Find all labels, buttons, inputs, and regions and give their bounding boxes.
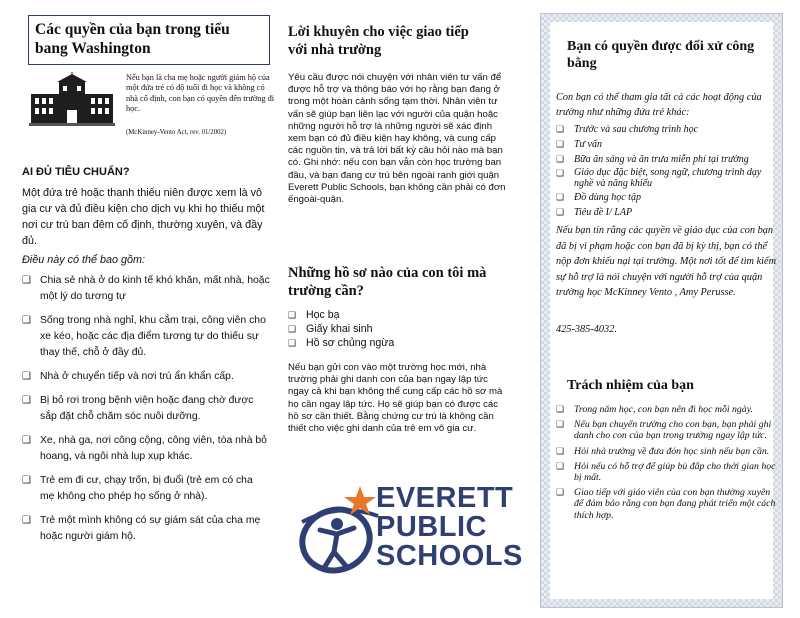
- bullet-icon: ❑: [556, 139, 565, 149]
- bullet-icon: ❑: [556, 419, 565, 430]
- list-item: ❑ Chia sẻ nhà ở do kinh tế khó khăn, mất nhà, hoặc một lý do tương tự: [22, 275, 270, 302]
- bullet-icon: ❑: [22, 475, 31, 486]
- list-item: ❑ Giáo dục đặc biệt, song ngữ, chương trình dạy nghề và năng khiếu: [556, 167, 762, 189]
- right-panel: [550, 22, 777, 599]
- list-item: ❑ Bị bỏ rơi trong bệnh viện hoặc đang chờ được sắp đặt chỗ chăm sóc nuôi dưỡng.: [22, 395, 254, 422]
- responsibilities-heading: Trách nhiệm của bạn: [567, 378, 694, 393]
- list-item: ❑ Tiêu đề I/ LAP: [556, 207, 633, 218]
- advice-text: Yêu cầu được nói chuyện với nhân viên tư vấn để được hỗ trợ và thông báo với họ rằng bạn đang ở trong một hoàn cảnh sống tạm thời. Nhân viên tư vấn sẽ giúp bạn liên lạc với người của quận hoặc những người hỗ trợ là những người sẽ xác định xem bạn có đủ điều kiện hay không, và cung cấp các nguồn tin, và trả lời bất kỳ câu hỏi nào mà bạn có. Ghi nhớ: nếu con bạn vẫn còn học trường ban đầu, và bạn đang cư trú bên ngoài ranh giới quận Everett Public Schools, bạn không cần phải có đơn ếngoài-quận.: [288, 72, 506, 206]
- bullet-icon: ❑: [556, 192, 565, 202]
- rights-intro: Con bạn có thể tham gia tất cả các hoạt động của trường như những đứa trẻ khác:: [556, 92, 762, 118]
- who-heading: AI ĐỦ TIÊU CHUẨN?: [22, 166, 130, 178]
- bullet-icon: ❑: [22, 371, 31, 382]
- bullet-icon: ❑: [556, 404, 565, 414]
- bullet-icon: ❑: [22, 515, 31, 526]
- list-item: ❑ Giấy khai sinh: [288, 323, 373, 335]
- right-column: [540, 13, 783, 608]
- docs-list: [288, 308, 394, 350]
- activities-list: [556, 123, 781, 219]
- page-title: Các quyền của bạn trong tiểu bang Washington: [35, 21, 230, 57]
- logo-text: EVERETT PUBLIC SCHOOLS: [376, 482, 523, 572]
- advice-heading: Lời khuyên cho việc giao tiếp với nhà trường: [288, 24, 469, 58]
- list-item: ❑ Giao tiếp với giáo viên của con bạn thường xuyên để đảm bảo rằng con bạn đang phát triển một cách thích hợp.: [556, 487, 776, 521]
- responsibilities-list: [556, 404, 781, 525]
- list-item: ❑ Học bạ: [288, 309, 340, 321]
- eligibility-note: Nếu bạn là cha mẹ hoặc người giám hộ của một đứa trẻ có độ tuổi đi học và không có nhà cố định, con bạn có quyền đến trường đi học.: [126, 73, 275, 114]
- bullet-icon: ❑: [22, 435, 31, 446]
- school-building-icon: [29, 72, 115, 126]
- bullet-icon: ❑: [288, 310, 297, 320]
- list-item: ❑ Trẻ em đi cư, chạy trốn, bị đuổi (trẻ em có cha mẹ không cho phép họ sống ở nhà).: [22, 475, 253, 502]
- list-item: ❑ Trong năm học, con bạn nên đi học mỗi ngày.: [556, 404, 753, 415]
- complaint-text: Nếu bạn tin rằng các quyền về giáo dục của con bạn đã bị vi phạm hoặc con bạn đã bị kỳ thị, bạn có thể nộp đơn khiếu nại tại trường. Một nơi tốt để tìm kiếm sự hỗ trợ là nói chuyện với người hỗ trợ của quận trường học McKinney Vento , Amy Perusse.: [556, 225, 777, 298]
- definition-text: Một đứa trẻ hoặc thanh thiếu niên được xem là vô gia cư và đủ điều kiện cho dịch vụ khi họ thiếu một nơi cư trú ban đêm cố định, thường xuyên, và đầy đủ.: [22, 187, 265, 247]
- bullet-icon: ❑: [288, 324, 297, 334]
- list-item: ❑ Đồ dùng học tập: [556, 192, 641, 203]
- list-item: ❑ Tư vấn: [556, 139, 602, 150]
- phone-number: 425-385-4032.: [556, 324, 617, 335]
- list-item: ❑ Trẻ một mình không có sự giám sát của cha mẹ hoặc người giám hộ.: [22, 515, 261, 542]
- docs-heading: Những hồ sơ nào của con tôi mà trường cần?: [288, 265, 487, 299]
- list-item: ❑ Sống trong nhà nghỉ, khu cắm trại, công viên cho xe kéo, hoặc các địa điểm tương tự do thiếu sự thay thế, chỗ ở đầy đủ.: [22, 315, 266, 358]
- citation: (McKinney-Vento Act, rev. 01/2002): [126, 129, 227, 136]
- list-item: ❑ Bữa ăn sáng và ăn trưa miễn phí tại trường: [556, 154, 749, 165]
- list-item: ❑ Nhà ở chuyển tiếp và nơi trú ẩn khẩn cấp.: [22, 369, 270, 385]
- bullet-icon: ❑: [288, 338, 297, 348]
- bullet-icon: ❑: [556, 207, 565, 217]
- eligibility-list: [22, 273, 270, 553]
- list-item: ❑ Hỏi nếu có hỗ trợ để giúp bù đắp cho thời gian học bị mất.: [556, 460, 776, 484]
- bullet-icon: ❑: [556, 487, 565, 498]
- bullet-icon: ❑: [556, 168, 565, 178]
- may-include-text: Điều này có thể bao gồm:: [22, 254, 146, 266]
- list-item: ❑ Hồ sơ chủng ngừa: [288, 337, 395, 349]
- bullet-icon: ❑: [556, 460, 565, 471]
- list-item: ❑ Xe, nhà ga, nơi công cộng, công viên, tòa nhà bỏ hoang, và ngôi nhà lụp xụp khác.: [22, 435, 267, 462]
- bullet-icon: ❑: [22, 395, 31, 406]
- rights-heading: Bạn có quyền được đối xử công bằng: [567, 39, 755, 71]
- list-item: ❑ Nếu bạn chuyển trường cho con bạn, bạn phải ghi danh cho con của bạn trong trường ngay lập tức.: [556, 419, 772, 442]
- bullet-icon: ❑: [556, 154, 565, 164]
- bullet-icon: ❑: [22, 275, 31, 286]
- bullet-icon: ❑: [556, 124, 565, 134]
- list-item: ❑ Trước và sau chương trình học: [556, 124, 699, 135]
- list-item: ❑ Hỏi nhà trường về đưa đón học sinh nếu bạn cần.: [556, 445, 770, 457]
- title-box: [28, 15, 270, 65]
- bullet-icon: ❑: [556, 445, 565, 456]
- bullet-icon: ❑: [22, 315, 31, 326]
- new-school-text: Nếu bạn gửi con vào một trường học mới, nhà trường phải ghi danh con của bạn ngay lập tức ngay cả khi bạn không thể cung cấp các hồ sơ mà họ cần ngay lập tức. Họ sẽ giúp bạn có được các hồ sơ cần thiết. Bằng chứng cư trú là không cần thiết cho việc ghi danh của trẻ em vô gia cư.: [288, 362, 503, 435]
